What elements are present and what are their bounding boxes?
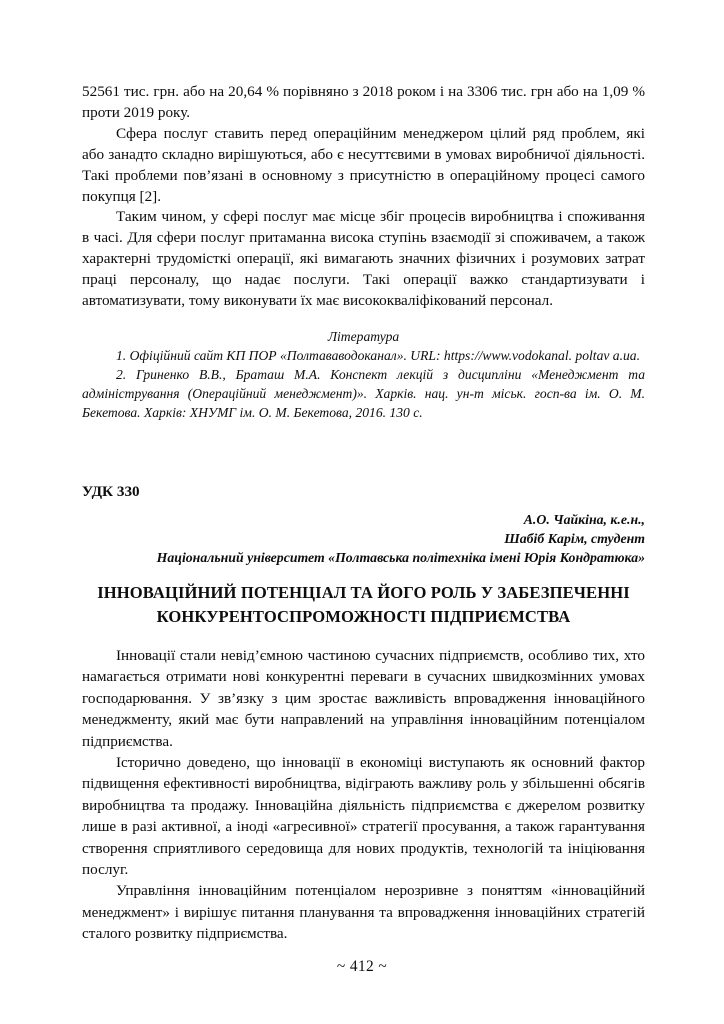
paragraph: Історично доведено, що інновації в економіці виступають як основний фактор підвищення ефективності виробництва, відіграють важливу роль у збільшенні обсягів виробництва та продажу. Інноваційна діяльність підприємства є джерелом розвитку лише в разі активної, а іноді «агресивної» стратегії просування, а також гарантування створення сприятливого середовища для нових продуктів, технологій та ініціювання послуг. <box>82 753 645 878</box>
author-name-primary: А.О. Чайкіна, к.е.н., <box>523 512 645 528</box>
paragraph-continuation: 52561 тис. грн. або на 20,64 % порівняно з 2018 роком і на 3306 тис. грн або на 1,09 % проти 2019 року. <box>82 83 645 121</box>
page-content <box>82 82 645 945</box>
paragraph: Таким чином, у сфері послуг має місце збіг процесів виробництва і споживання в часі. Для сфери послуг притаманна висока ступінь взаємодії зі споживачем, а також характерні трудомісткі операції, які вимагають значних фізичних і розумових затрат праці персоналу, що надає послуги. Такі операції важко стандартизувати і автоматизувати, тому виконувати їх має висококваліфікований персонал. <box>82 208 645 310</box>
article-title: ІННОВАЦІЙНИЙ ПОТЕНЦІАЛ ТА ЙОГО РОЛЬ У ЗАБЕЗПЕЧЕННІ КОНКУРЕНТОСПРОМОЖНОСТІ ПІДПРИЄМСТВА <box>97 583 630 626</box>
previous-article-body <box>82 82 645 312</box>
author-block <box>82 511 645 567</box>
reference-item: 1. Офіційний сайт КП ПОР «Полтававодоканал». URL: https://www.vodokanal. poltav a.ua. <box>116 347 640 363</box>
reference-item: 2. Гриненко В.В., Браташ М.А. Конспект лекцій з дисципліни «Менеджмент та адміністрування (Операційний менеджмент)». Харків. нац. ун-т міськ. госп-ва ім. О. М. Бекетова. Харків: ХНУМГ ім. О. М. Бекетова, 2016. 130 с. <box>82 367 645 421</box>
paragraph: Управління інноваційним потенціалом нерозривне з поняттям «інноваційний менеджмент» і вирішує питання планування та впровадження інноваційних стратегій сталого розвитку підприємства. <box>82 882 645 943</box>
paragraph: Сфера послуг ставить перед операційним менеджером цілий ряд проблем, які або занадто складно вирішуються, або є несуттєвими в умовах виробничої діяльності. Такі проблеми пов’язані в основному з присутністю в операційному процесі самого покупця [2]. <box>82 124 645 205</box>
current-article-body <box>82 645 645 945</box>
udc-code: УДК 330 <box>82 483 140 501</box>
references-list <box>82 346 645 422</box>
affiliation: Національний університет «Полтавська політехніка імені Юрія Кондратюка» <box>156 549 645 565</box>
references-heading: Література <box>327 328 400 344</box>
author-name-secondary: Шабіб Карім, студент <box>504 530 645 546</box>
paragraph: Інновації стали невід’ємною частиною сучасних підприємств, особливо тих, хто намагається отримати нові конкурентні переваги в сучасних швидкозмінних умовах господарювання. У зв’язку з цим зростає важливість впровадження інноваційного менеджменту, який має бути направлений на управління інноваційним потенціалом підприємства. <box>82 646 645 750</box>
page-number: ~ 412 ~ <box>336 958 388 975</box>
